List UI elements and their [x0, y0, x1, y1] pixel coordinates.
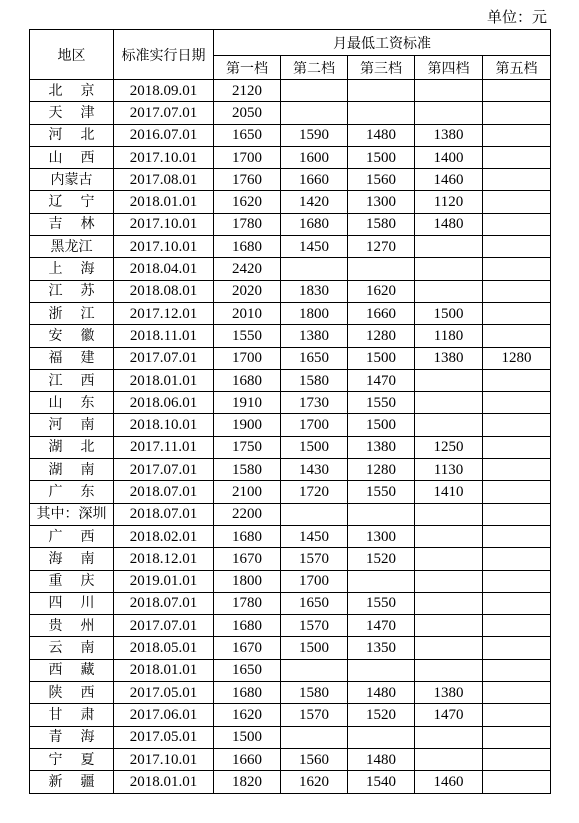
table-row — [30, 615, 551, 637]
tier-3-cell: 1470 — [348, 369, 415, 391]
tier-3-cell — [348, 80, 415, 102]
tier-1-cell: 1650 — [214, 124, 281, 146]
date-cell: 2017.07.01 — [114, 615, 214, 637]
table-row — [30, 325, 551, 347]
tier-4-cell — [415, 615, 483, 637]
tier-5-cell — [483, 481, 551, 503]
tier-4-cell — [415, 280, 483, 302]
tier-2-cell: 1830 — [281, 280, 348, 302]
table-row — [30, 102, 551, 124]
tier-4-cell: 1500 — [415, 302, 483, 324]
tier-5-cell — [483, 213, 551, 235]
date-cell: 2017.07.01 — [114, 102, 214, 124]
tier-2-cell: 1570 — [281, 548, 348, 570]
region-cell: 山 东 — [30, 392, 114, 414]
tier-3-cell: 1520 — [348, 548, 415, 570]
table-body — [30, 80, 551, 794]
region-cell: 内蒙古 — [30, 169, 114, 191]
region-cell: 青 海 — [30, 726, 114, 748]
tier-2-cell: 1700 — [281, 414, 348, 436]
header-tier-1: 第一档 — [214, 56, 281, 80]
tier-1-cell: 1680 — [214, 369, 281, 391]
tier-3-cell: 1580 — [348, 213, 415, 235]
tier-2-cell: 1720 — [281, 481, 348, 503]
tier-5-cell — [483, 525, 551, 547]
tier-1-cell: 1620 — [214, 704, 281, 726]
region-cell: 其中：深圳 — [30, 503, 114, 525]
tier-3-cell: 1550 — [348, 481, 415, 503]
region-cell: 重 庆 — [30, 570, 114, 592]
header-region: 地区 — [30, 30, 114, 80]
date-cell: 2018.01.01 — [114, 191, 214, 213]
region-cell: 湖 北 — [30, 436, 114, 458]
region-cell: 上 海 — [30, 258, 114, 280]
tier-2-cell: 1580 — [281, 369, 348, 391]
tier-3-cell: 1560 — [348, 169, 415, 191]
tier-3-cell: 1280 — [348, 459, 415, 481]
tier-1-cell: 1700 — [214, 347, 281, 369]
tier-1-cell: 1670 — [214, 637, 281, 659]
tier-2-cell: 1430 — [281, 459, 348, 481]
date-cell: 2016.07.01 — [114, 124, 214, 146]
tier-2-cell: 1700 — [281, 570, 348, 592]
tier-2-cell: 1680 — [281, 213, 348, 235]
tier-2-cell — [281, 726, 348, 748]
date-cell: 2018.08.01 — [114, 280, 214, 302]
tier-2-cell: 1450 — [281, 525, 348, 547]
tier-2-cell: 1570 — [281, 704, 348, 726]
region-cell: 辽 宁 — [30, 191, 114, 213]
tier-4-cell — [415, 392, 483, 414]
tier-4-cell: 1380 — [415, 124, 483, 146]
date-cell: 2018.07.01 — [114, 481, 214, 503]
date-cell: 2018.07.01 — [114, 592, 214, 614]
tier-1-cell: 1910 — [214, 392, 281, 414]
tier-5-cell — [483, 392, 551, 414]
tier-3-cell: 1500 — [348, 146, 415, 168]
tier-1-cell: 2050 — [214, 102, 281, 124]
tier-4-cell: 1180 — [415, 325, 483, 347]
tier-3-cell: 1620 — [348, 280, 415, 302]
tier-4-cell — [415, 102, 483, 124]
tier-5-cell — [483, 280, 551, 302]
tier-2-cell: 1600 — [281, 146, 348, 168]
region-cell: 北 京 — [30, 80, 114, 102]
header-wage-group: 月最低工资标准 — [214, 30, 551, 56]
region-cell: 安 徽 — [30, 325, 114, 347]
tier-1-cell: 1500 — [214, 726, 281, 748]
table-row — [30, 169, 551, 191]
tier-5-cell — [483, 80, 551, 102]
table-row — [30, 258, 551, 280]
table-row — [30, 659, 551, 681]
tier-1-cell: 1660 — [214, 748, 281, 770]
table-row — [30, 124, 551, 146]
tier-3-cell: 1480 — [348, 124, 415, 146]
table-row — [30, 748, 551, 770]
tier-5-cell — [483, 748, 551, 770]
date-cell: 2017.07.01 — [114, 459, 214, 481]
tier-5-cell — [483, 146, 551, 168]
tier-3-cell — [348, 726, 415, 748]
region-cell: 天 津 — [30, 102, 114, 124]
tier-1-cell: 1760 — [214, 169, 281, 191]
table-row — [30, 213, 551, 235]
tier-1-cell: 1680 — [214, 682, 281, 704]
table-row — [30, 347, 551, 369]
date-cell: 2017.06.01 — [114, 704, 214, 726]
tier-4-cell — [415, 726, 483, 748]
table-row — [30, 191, 551, 213]
tier-2-cell: 1570 — [281, 615, 348, 637]
tier-2-cell: 1800 — [281, 302, 348, 324]
tier-5-cell — [483, 414, 551, 436]
tier-1-cell: 2020 — [214, 280, 281, 302]
tier-4-cell: 1400 — [415, 146, 483, 168]
tier-2-cell: 1660 — [281, 169, 348, 191]
table-row — [30, 525, 551, 547]
tier-2-cell: 1420 — [281, 191, 348, 213]
tier-3-cell — [348, 102, 415, 124]
tier-1-cell: 1680 — [214, 615, 281, 637]
tier-3-cell: 1280 — [348, 325, 415, 347]
table-row — [30, 236, 551, 258]
header-tier-4: 第四档 — [415, 56, 483, 80]
tier-1-cell: 2100 — [214, 481, 281, 503]
region-cell: 广 东 — [30, 481, 114, 503]
tier-4-cell: 1460 — [415, 771, 483, 793]
tier-2-cell — [281, 659, 348, 681]
region-cell: 四 川 — [30, 592, 114, 614]
tier-4-cell — [415, 748, 483, 770]
tier-4-cell: 1410 — [415, 481, 483, 503]
table-row — [30, 503, 551, 525]
date-cell: 2017.10.01 — [114, 236, 214, 258]
tier-5-cell — [483, 548, 551, 570]
tier-5-cell — [483, 258, 551, 280]
tier-5-cell — [483, 637, 551, 659]
tier-3-cell: 1550 — [348, 392, 415, 414]
date-cell: 2018.07.01 — [114, 503, 214, 525]
tier-1-cell: 2200 — [214, 503, 281, 525]
tier-4-cell — [415, 525, 483, 547]
header-date: 标准实行日期 — [114, 30, 214, 80]
date-cell: 2018.12.01 — [114, 548, 214, 570]
tier-4-cell — [415, 258, 483, 280]
tier-4-cell — [415, 570, 483, 592]
table-row — [30, 592, 551, 614]
minimum-wage-table — [29, 29, 551, 794]
tier-4-cell: 1120 — [415, 191, 483, 213]
unit-label: 单位：元 — [486, 8, 547, 26]
region-cell: 浙 江 — [30, 302, 114, 324]
tier-1-cell: 1780 — [214, 592, 281, 614]
region-cell: 河 南 — [30, 414, 114, 436]
tier-1-cell: 1680 — [214, 525, 281, 547]
tier-1-cell: 1680 — [214, 236, 281, 258]
tier-1-cell: 1750 — [214, 436, 281, 458]
tier-5-cell — [483, 436, 551, 458]
tier-5-cell — [483, 570, 551, 592]
date-cell: 2018.05.01 — [114, 637, 214, 659]
table-row — [30, 459, 551, 481]
table-row — [30, 704, 551, 726]
region-cell: 吉 林 — [30, 213, 114, 235]
tier-1-cell: 1820 — [214, 771, 281, 793]
date-cell: 2019.01.01 — [114, 570, 214, 592]
region-cell: 江 西 — [30, 369, 114, 391]
tier-5-cell — [483, 659, 551, 681]
table-row — [30, 682, 551, 704]
tier-5-cell — [483, 124, 551, 146]
tier-2-cell: 1380 — [281, 325, 348, 347]
tier-3-cell: 1380 — [348, 436, 415, 458]
date-cell: 2018.06.01 — [114, 392, 214, 414]
tier-5-cell — [483, 102, 551, 124]
date-cell: 2017.05.01 — [114, 726, 214, 748]
tier-5-cell — [483, 615, 551, 637]
tier-5-cell — [483, 459, 551, 481]
tier-2-cell — [281, 80, 348, 102]
tier-3-cell — [348, 570, 415, 592]
table-header — [30, 30, 551, 80]
region-cell: 黑龙江 — [30, 236, 114, 258]
table-row — [30, 80, 551, 102]
tier-1-cell: 1550 — [214, 325, 281, 347]
tier-2-cell: 1500 — [281, 436, 348, 458]
date-cell: 2018.11.01 — [114, 325, 214, 347]
tier-3-cell: 1480 — [348, 748, 415, 770]
tier-2-cell: 1590 — [281, 124, 348, 146]
table-row — [30, 369, 551, 391]
tier-4-cell: 1250 — [415, 436, 483, 458]
tier-3-cell: 1540 — [348, 771, 415, 793]
tier-4-cell: 1470 — [415, 704, 483, 726]
tier-5-cell — [483, 325, 551, 347]
date-cell: 2018.01.01 — [114, 771, 214, 793]
tier-5-cell — [483, 771, 551, 793]
region-cell: 陕 西 — [30, 682, 114, 704]
tier-3-cell: 1300 — [348, 525, 415, 547]
tier-1-cell: 1800 — [214, 570, 281, 592]
date-cell: 2018.09.01 — [114, 80, 214, 102]
tier-2-cell — [281, 503, 348, 525]
tier-3-cell — [348, 659, 415, 681]
date-cell: 2018.10.01 — [114, 414, 214, 436]
tier-4-cell: 1380 — [415, 682, 483, 704]
table-row — [30, 436, 551, 458]
tier-4-cell — [415, 369, 483, 391]
table-row — [30, 392, 551, 414]
table-row — [30, 726, 551, 748]
tier-1-cell: 1670 — [214, 548, 281, 570]
tier-5-cell — [483, 726, 551, 748]
header-tier-5: 第五档 — [483, 56, 551, 80]
tier-3-cell: 1500 — [348, 414, 415, 436]
tier-5-cell — [483, 169, 551, 191]
tier-2-cell — [281, 258, 348, 280]
region-cell: 新 疆 — [30, 771, 114, 793]
header-tier-3: 第三档 — [348, 56, 415, 80]
table-row — [30, 302, 551, 324]
tier-3-cell: 1660 — [348, 302, 415, 324]
date-cell: 2018.01.01 — [114, 659, 214, 681]
date-cell: 2018.02.01 — [114, 525, 214, 547]
tier-4-cell: 1380 — [415, 347, 483, 369]
date-cell: 2018.04.01 — [114, 258, 214, 280]
tier-5-cell — [483, 682, 551, 704]
table-row — [30, 570, 551, 592]
tier-4-cell — [415, 503, 483, 525]
tier-3-cell: 1500 — [348, 347, 415, 369]
tier-2-cell: 1730 — [281, 392, 348, 414]
tier-1-cell: 1650 — [214, 659, 281, 681]
tier-4-cell: 1130 — [415, 459, 483, 481]
tier-2-cell: 1580 — [281, 682, 348, 704]
table-row — [30, 414, 551, 436]
date-cell: 2017.10.01 — [114, 213, 214, 235]
tier-5-cell — [483, 236, 551, 258]
region-cell: 贵 州 — [30, 615, 114, 637]
table-row — [30, 280, 551, 302]
tier-1-cell: 2010 — [214, 302, 281, 324]
date-cell: 2017.11.01 — [114, 436, 214, 458]
table-row — [30, 481, 551, 503]
region-cell: 江 苏 — [30, 280, 114, 302]
tier-3-cell: 1520 — [348, 704, 415, 726]
tier-4-cell — [415, 414, 483, 436]
tier-2-cell: 1560 — [281, 748, 348, 770]
date-cell: 2017.05.01 — [114, 682, 214, 704]
region-cell: 海 南 — [30, 548, 114, 570]
region-cell: 西 藏 — [30, 659, 114, 681]
tier-3-cell — [348, 258, 415, 280]
tier-2-cell: 1650 — [281, 592, 348, 614]
region-cell: 甘 肃 — [30, 704, 114, 726]
tier-2-cell: 1650 — [281, 347, 348, 369]
tier-5-cell: 1280 — [483, 347, 551, 369]
tier-3-cell — [348, 503, 415, 525]
header-tier-2: 第二档 — [281, 56, 348, 80]
tier-3-cell: 1350 — [348, 637, 415, 659]
tier-2-cell — [281, 102, 348, 124]
date-cell: 2017.08.01 — [114, 169, 214, 191]
date-cell: 2018.01.01 — [114, 369, 214, 391]
tier-5-cell — [483, 592, 551, 614]
table-row — [30, 548, 551, 570]
date-cell: 2017.10.01 — [114, 146, 214, 168]
date-cell: 2017.12.01 — [114, 302, 214, 324]
tier-3-cell: 1300 — [348, 191, 415, 213]
tier-1-cell: 1700 — [214, 146, 281, 168]
tier-3-cell: 1480 — [348, 682, 415, 704]
tier-5-cell — [483, 369, 551, 391]
tier-4-cell — [415, 236, 483, 258]
region-cell: 河 北 — [30, 124, 114, 146]
tier-3-cell: 1550 — [348, 592, 415, 614]
tier-2-cell: 1450 — [281, 236, 348, 258]
tier-1-cell: 1620 — [214, 191, 281, 213]
tier-1-cell: 1900 — [214, 414, 281, 436]
tier-4-cell: 1480 — [415, 213, 483, 235]
tier-2-cell: 1620 — [281, 771, 348, 793]
date-cell: 2017.07.01 — [114, 347, 214, 369]
table-row — [30, 146, 551, 168]
region-cell: 广 西 — [30, 525, 114, 547]
tier-5-cell — [483, 302, 551, 324]
date-cell: 2017.10.01 — [114, 748, 214, 770]
region-cell: 湖 南 — [30, 459, 114, 481]
tier-5-cell — [483, 191, 551, 213]
tier-3-cell: 1470 — [348, 615, 415, 637]
tier-5-cell — [483, 503, 551, 525]
tier-4-cell — [415, 548, 483, 570]
region-cell: 云 南 — [30, 637, 114, 659]
tier-4-cell: 1460 — [415, 169, 483, 191]
region-cell: 山 西 — [30, 146, 114, 168]
table-row — [30, 771, 551, 793]
tier-4-cell — [415, 637, 483, 659]
table-row — [30, 637, 551, 659]
tier-2-cell: 1500 — [281, 637, 348, 659]
tier-1-cell: 1580 — [214, 459, 281, 481]
tier-1-cell: 1780 — [214, 213, 281, 235]
region-cell: 宁 夏 — [30, 748, 114, 770]
tier-4-cell — [415, 659, 483, 681]
tier-5-cell — [483, 704, 551, 726]
tier-1-cell: 2420 — [214, 258, 281, 280]
tier-3-cell: 1270 — [348, 236, 415, 258]
tier-4-cell — [415, 80, 483, 102]
region-cell: 福 建 — [30, 347, 114, 369]
tier-4-cell — [415, 592, 483, 614]
tier-1-cell: 2120 — [214, 80, 281, 102]
